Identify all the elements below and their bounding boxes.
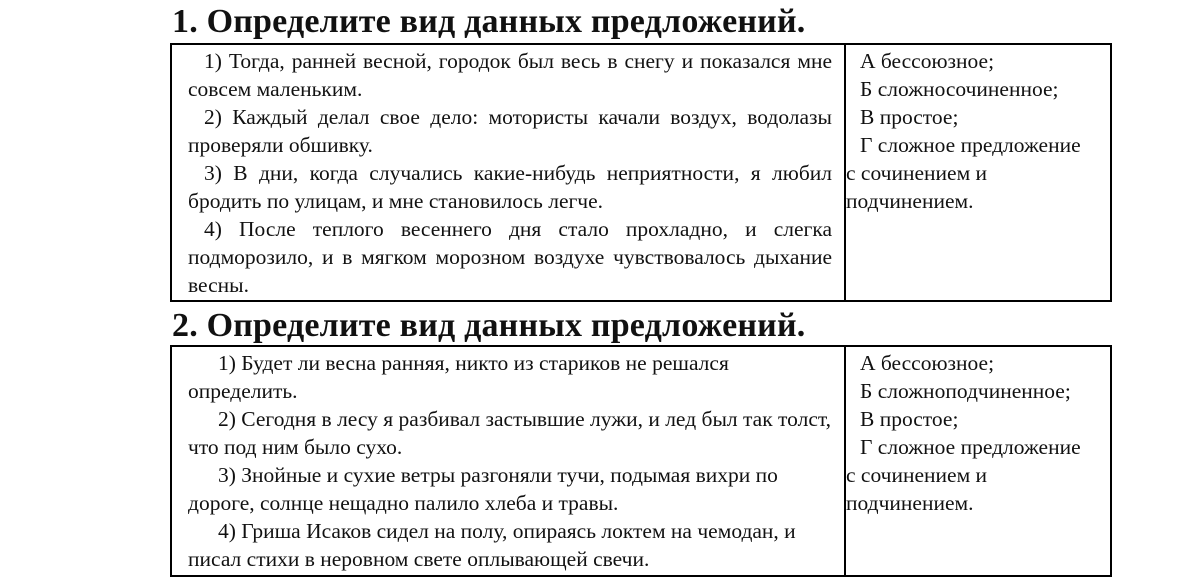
task2-sentences [172,347,846,575]
task1-sentences [172,45,846,300]
task1-option-d-line2: с сочинением и [846,161,988,185]
task2-sentence-4: 4) Гриша Исаков сидел на полу, опираясь локтем на чемодан, и писал стихи в неровном свете оплывающей свечи. [188,519,796,571]
task2-sentence-3: 3) Знойные и сухие ветры разгоняли тучи, подымая вихри по дороге, солнце нещадно палило хлеба и травы. [188,463,778,515]
task2-option-d-line2: с сочинением и [846,463,988,487]
task1-title: 1. Определите вид данных предложений. [172,3,806,40]
task1-option-d-line1: Г сложное предложение [860,133,1081,157]
task1-options [846,45,1110,300]
task2-table [170,345,1112,577]
task1-sentence-2: 2) Каждый делал свое дело: мотористы качали воздух, водолазы проверяли обшивку. [188,105,832,157]
task2-options [846,347,1110,575]
task2-option-a: А бессоюзное; [860,351,995,375]
task2-option-c: В простое; [860,407,959,431]
task1-table [170,43,1112,302]
task1-sentence-4: 4) После теплого весеннего дня стало прохладно, и слегка подморозило, и в мягком морозном воздухе чувствовалось дыхание весны. [188,217,832,297]
task2-option-d-line3: подчинением. [846,491,974,515]
task2-title: 2. Определите вид данных предложений. [172,307,806,344]
task1-option-b: Б сложносочиненное; [860,77,1059,101]
task1-option-a: А бессоюзное; [860,49,995,73]
task2-option-d-line1: Г сложное предложение [860,435,1081,459]
task1-option-c: В простое; [860,105,959,129]
task1-sentence-1: 1) Тогда, ранней весной, городок был весь в снегу и показался мне совсем маленьким. [188,49,832,101]
task2-option-b: Б сложноподчиненное; [860,379,1071,403]
task2-sentence-2: 2) Сегодня в лесу я разбивал застывшие лужи, и лед был так толст, что под ним было сухо. [188,407,832,459]
task1-sentence-3: 3) В дни, когда случались какие-нибудь неприятности, я любил бродить по улицам, и мне становилось легче. [188,161,832,213]
task1-option-d-line3: подчинением. [846,189,974,213]
task2-sentence-1: 1) Будет ли весна ранняя, никто из стариков не решался определить. [188,351,729,403]
